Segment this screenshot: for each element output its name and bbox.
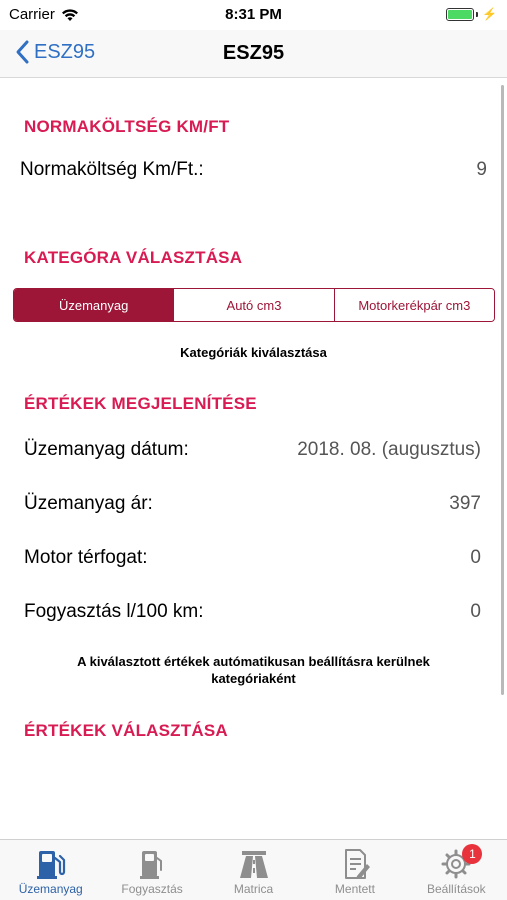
- tab-mentett[interactable]: [304, 840, 405, 900]
- content-area[interactable]: [0, 79, 507, 839]
- category-caption: Kategóriák kiválasztása: [180, 345, 327, 360]
- values-caption: A kiválasztott értékek autómatikusan beállításra kerülnek kategóriaként: [77, 654, 430, 686]
- tab-label: Fogyasztás: [121, 882, 183, 896]
- section-header-valasztas: ÉRTÉKEK VÁLASZTÁSA: [24, 721, 228, 740]
- value-row-label: Motor térfogat:: [24, 547, 148, 568]
- tab-label: Üzemanyag: [18, 882, 83, 896]
- value-row-value: 0: [470, 547, 481, 568]
- battery-icon: [446, 8, 474, 21]
- highway-icon: [237, 848, 271, 880]
- value-row-value: 397: [449, 493, 481, 514]
- tab-label: Matrica: [233, 882, 274, 896]
- fuel-pump-icon: [34, 848, 68, 880]
- value-row-uzemanyag-ar[interactable]: [24, 493, 481, 515]
- value-row-uzemanyag-datum[interactable]: [24, 439, 481, 461]
- normakoltseg-row[interactable]: [20, 159, 487, 181]
- tab-bar: [0, 839, 507, 900]
- charging-icon: ⚡: [482, 7, 497, 21]
- section-header-kategoria: KATEGÓRA VÁLASZTÁSA: [24, 248, 243, 267]
- back-button-label: ESZ95: [34, 40, 96, 63]
- status-time: 8:31 PM: [225, 6, 282, 23]
- value-row-fogyasztas[interactable]: [24, 601, 481, 623]
- document-edit-icon: [338, 848, 372, 880]
- notification-badge: 1: [462, 844, 482, 864]
- status-bar: [0, 0, 507, 30]
- segment-motorkerekpar-cm3[interactable]: Motorkerékpár cm3: [334, 289, 494, 321]
- value-row-label: Üzemanyag dátum:: [24, 439, 189, 460]
- value-row-label: Fogyasztás l/100 km:: [24, 601, 204, 622]
- carrier-label: Carrier: [9, 6, 55, 23]
- tab-uzemanyag[interactable]: [0, 840, 101, 900]
- value-row-value: 2018. 08. (augusztus): [297, 439, 481, 460]
- scroll-indicator[interactable]: [501, 85, 504, 695]
- section-header-normakoltseg: NORMAKÖLTSÉG KM/FT: [24, 117, 230, 136]
- fuel-gauge-icon: [135, 848, 169, 880]
- normakoltseg-value: 9: [476, 159, 487, 180]
- page-title: ESZ95: [222, 42, 285, 64]
- tab-matrica[interactable]: [203, 840, 304, 900]
- tab-beallitasok[interactable]: [406, 840, 507, 900]
- value-row-label: Üzemanyag ár:: [24, 493, 153, 514]
- navigation-bar: [0, 30, 507, 78]
- battery-indicator: [446, 7, 497, 21]
- normakoltseg-label: Normaköltség Km/Ft.:: [20, 159, 204, 180]
- value-row-motor-terfogat[interactable]: [24, 547, 481, 569]
- value-row-value: 0: [470, 601, 481, 622]
- tab-fogyasztas[interactable]: [101, 840, 202, 900]
- segment-uzemanyag[interactable]: Üzemanyag: [14, 289, 173, 321]
- section-header-ertekek: ÉRTÉKEK MEGJELENÍTÉSE: [24, 394, 257, 413]
- tab-label: Mentett: [334, 882, 375, 896]
- segment-auto-cm3[interactable]: Autó cm3: [173, 289, 333, 321]
- tab-label: Beállítások: [426, 882, 486, 896]
- category-segmented-control[interactable]: [13, 288, 495, 322]
